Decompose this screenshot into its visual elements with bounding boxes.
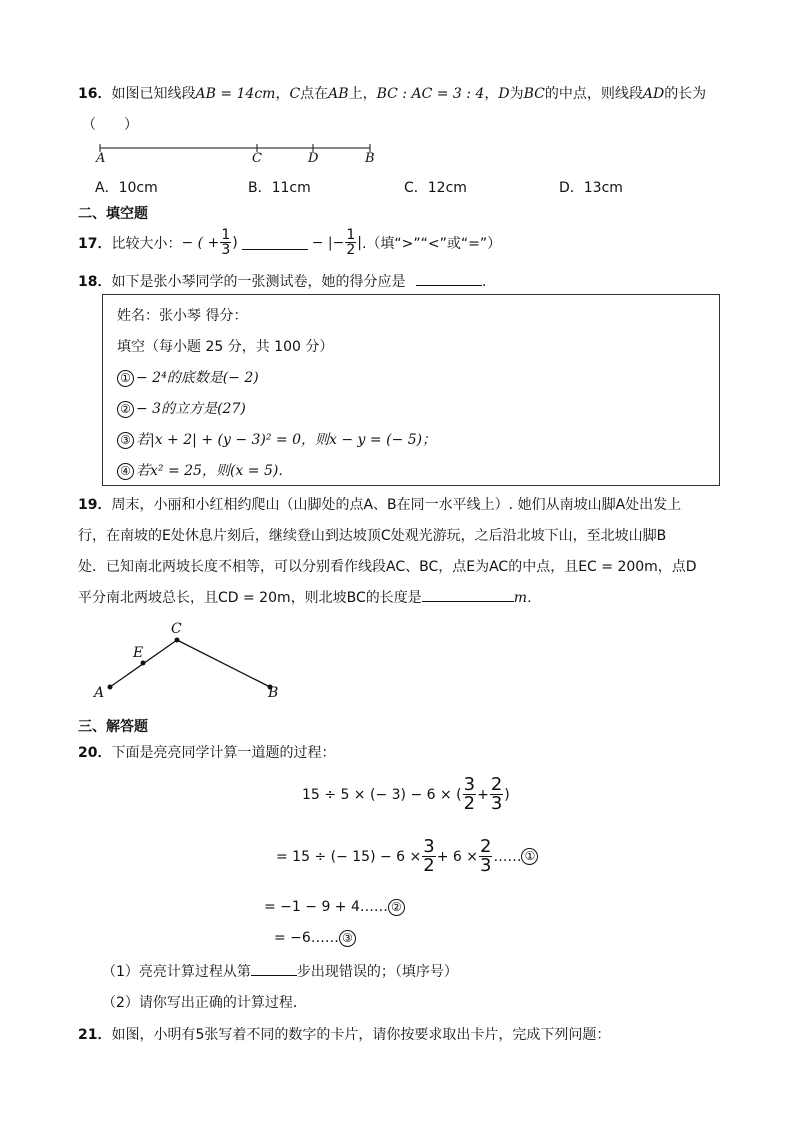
q19-unit: m． bbox=[513, 590, 542, 606]
q20-dots: …… bbox=[493, 848, 522, 865]
q17-stem bbox=[78, 228, 501, 257]
q18-number: 18． bbox=[78, 274, 112, 290]
q18-stem bbox=[78, 271, 486, 291]
q20-text: 下面是亮亮同学计算一道题的过程： bbox=[111, 745, 336, 761]
q19-label-e: E bbox=[133, 645, 144, 661]
q20-step-2 bbox=[264, 899, 407, 916]
q20-stem bbox=[78, 742, 335, 762]
q18-item-1-text: − 2⁴的底数是(− 2) bbox=[136, 370, 259, 386]
q18-box-name-line: 姓名：张小琴 得分： bbox=[117, 308, 248, 324]
q17-left-expr: − ( + bbox=[181, 234, 220, 251]
q16-number: 16． bbox=[78, 86, 112, 102]
q21-number: 21． bbox=[78, 1027, 112, 1043]
q17-hint: .（填“>”“<”或“=”） bbox=[361, 235, 502, 252]
circled-number-2: ② bbox=[117, 401, 134, 418]
q20-number: 20． bbox=[78, 745, 112, 761]
q20-step-text: = −1 − 9 + 4…… bbox=[264, 899, 388, 915]
q18-answer-blank[interactable] bbox=[416, 271, 482, 286]
q20-step-1 bbox=[276, 838, 540, 875]
q17-frac-den: 2 bbox=[346, 242, 356, 258]
frac-num: 3 bbox=[463, 774, 476, 795]
q19-number: 19． bbox=[78, 497, 112, 513]
q16-segment-diagram bbox=[90, 138, 390, 168]
q20-frac-2-3 bbox=[479, 838, 492, 875]
q16-text: ， bbox=[275, 86, 290, 102]
q19-line-3: 处．已知南北两坡长度不相等，可以分别看作线段AC、BC，点E为AC的中点，且EC = 200m，点D bbox=[78, 559, 697, 575]
q17-number: 17． bbox=[78, 235, 112, 252]
q18-box-item-2 bbox=[117, 398, 246, 418]
q16-label-d: D bbox=[308, 151, 319, 166]
circled-number-3: ③ bbox=[117, 432, 134, 449]
frac-den: 3 bbox=[480, 855, 492, 876]
q16-label-b: B bbox=[365, 151, 375, 166]
q18-box-item-1 bbox=[117, 367, 259, 387]
q20-sub1-text: 步出现错误的；（填序号） bbox=[296, 964, 458, 980]
q18-box-header: 填空（每小题 25 分，共 100 分） bbox=[117, 339, 334, 355]
q17-answer-blank[interactable] bbox=[242, 235, 308, 250]
q16-option-c[interactable]: C．12cm bbox=[404, 180, 467, 196]
q19-label-b: B bbox=[268, 685, 279, 701]
q16-text: 的中点，则线段 bbox=[544, 86, 643, 102]
section-fill-in-heading: 二、填空题 bbox=[78, 206, 148, 222]
frac-num: 2 bbox=[480, 836, 492, 857]
q19-label-c: C bbox=[171, 621, 182, 637]
frac-num: 2 bbox=[490, 774, 503, 795]
circled-number-1: ① bbox=[117, 370, 134, 387]
q20-frac-2-3 bbox=[490, 776, 503, 813]
q20-frac-3-2 bbox=[422, 838, 435, 875]
q16-option-b[interactable]: B．11cm bbox=[248, 180, 311, 196]
q20-expression bbox=[302, 776, 510, 813]
q16-text: 如图已知线段 bbox=[111, 86, 196, 102]
q19-line-1 bbox=[78, 494, 681, 514]
q17-fraction-2 bbox=[345, 228, 356, 257]
q19-answer-blank[interactable] bbox=[422, 587, 514, 602]
q18-item-3-text: 若|x + 2| + (y − 3)² = 0，则x − y = (− 5)； bbox=[136, 432, 437, 448]
q20-sub-2: （2）请你写出正确的计算过程． bbox=[102, 995, 307, 1011]
circled-number-2: ② bbox=[388, 899, 405, 916]
q18-item-4-text: 若x² = 25，则(x = 5)． bbox=[136, 463, 293, 479]
q20-sub-1 bbox=[102, 961, 458, 981]
q21-text: 如图，小明有5张写着不同的数字的卡片，请你按要求取出卡片，完成下列问题： bbox=[111, 1027, 611, 1043]
q18-item-2-text: − 3的立方是(27) bbox=[136, 401, 246, 417]
circled-number-4: ④ bbox=[117, 463, 134, 480]
q16-stem bbox=[78, 83, 706, 103]
q20-step-text: = 15 ÷ (− 15) − 6 × bbox=[276, 848, 422, 865]
q20-sub1-blank[interactable] bbox=[251, 961, 297, 976]
q16-text: 的长为 bbox=[664, 86, 707, 102]
q17-frac-num: 1 bbox=[221, 227, 231, 243]
section-solve-heading: 三、解答题 bbox=[78, 719, 148, 735]
q16-ratio: BC : AC = 3 : 4 bbox=[376, 86, 485, 102]
q16-label-a: A bbox=[96, 151, 106, 166]
frac-den: 2 bbox=[423, 855, 435, 876]
q17-right-expr: − |− bbox=[311, 234, 345, 251]
q16-point: D bbox=[498, 86, 510, 102]
q20-sub1-text: （1）亮亮计算过程从第 bbox=[102, 964, 251, 980]
q16-eq-ab: AB = 14cm bbox=[195, 86, 276, 102]
q17-rparen: ) bbox=[232, 234, 238, 251]
q20-step-text: + 6 × bbox=[436, 848, 478, 865]
q18-period: . bbox=[481, 274, 487, 290]
q16-label-c: C bbox=[252, 151, 262, 166]
frac-num: 3 bbox=[423, 836, 435, 857]
q21-stem bbox=[78, 1024, 610, 1044]
frac-den: 3 bbox=[490, 793, 503, 814]
q16-point: C bbox=[289, 86, 301, 102]
q19-line-4 bbox=[78, 587, 541, 607]
q18-text: 如下是张小琴同学的一张测试卷，她的得分应是 bbox=[111, 274, 406, 290]
q19-label-a: A bbox=[94, 685, 105, 701]
q16-segment: AB bbox=[328, 86, 349, 102]
q18-box-item-3 bbox=[117, 429, 436, 449]
q17-fraction-1 bbox=[220, 228, 231, 257]
q20-plus: + bbox=[477, 786, 489, 803]
q20-expr-part: 15 ÷ 5 × (− 3) − 6 × ( bbox=[302, 786, 462, 803]
q16-answer-paren: （ ） bbox=[82, 117, 138, 133]
circled-number-3: ③ bbox=[339, 930, 356, 947]
q17-frac-den: 3 bbox=[221, 242, 231, 258]
q18-test-paper-box bbox=[102, 294, 720, 486]
q16-option-a[interactable]: A．10cm bbox=[95, 180, 158, 196]
q20-step-3 bbox=[274, 930, 358, 947]
q20-frac-3-2 bbox=[463, 776, 476, 813]
q19-text-4: 平分南北两坡总长，且CD = 20m，则北坡BC的长度是 bbox=[78, 590, 422, 606]
q19-line-2: 行，在南坡的E处休息片刻后，继续登山到达坡顶C处观光游玩，之后沿北坡下山，至北坡山脚B bbox=[78, 528, 667, 544]
q20-step-text: = −6…… bbox=[274, 930, 339, 946]
q16-text: ， bbox=[484, 86, 499, 102]
frac-den: 2 bbox=[463, 793, 476, 814]
q17-frac-num: 1 bbox=[346, 227, 356, 243]
q19-text-1: 周末，小丽和小红相约爬山（山脚处的点A、B在同一水平线上）. 她们从南坡山脚A处出发上 bbox=[111, 497, 682, 513]
q16-segment: BC bbox=[523, 86, 545, 102]
q16-text: 为 bbox=[509, 86, 524, 102]
q17-prompt: 比较大小： bbox=[111, 235, 182, 252]
q17-abs-bar: | bbox=[357, 234, 362, 251]
q16-text: 上， bbox=[348, 86, 377, 102]
q16-segment: AD bbox=[642, 86, 665, 102]
q20-expr-part: ) bbox=[504, 786, 510, 803]
q16-option-d[interactable]: D．13cm bbox=[559, 180, 623, 196]
q18-box-item-4 bbox=[117, 460, 292, 480]
q19-mountain-diagram bbox=[100, 630, 290, 700]
circled-number-1: ① bbox=[521, 848, 538, 865]
q16-text: 点在 bbox=[300, 86, 329, 102]
